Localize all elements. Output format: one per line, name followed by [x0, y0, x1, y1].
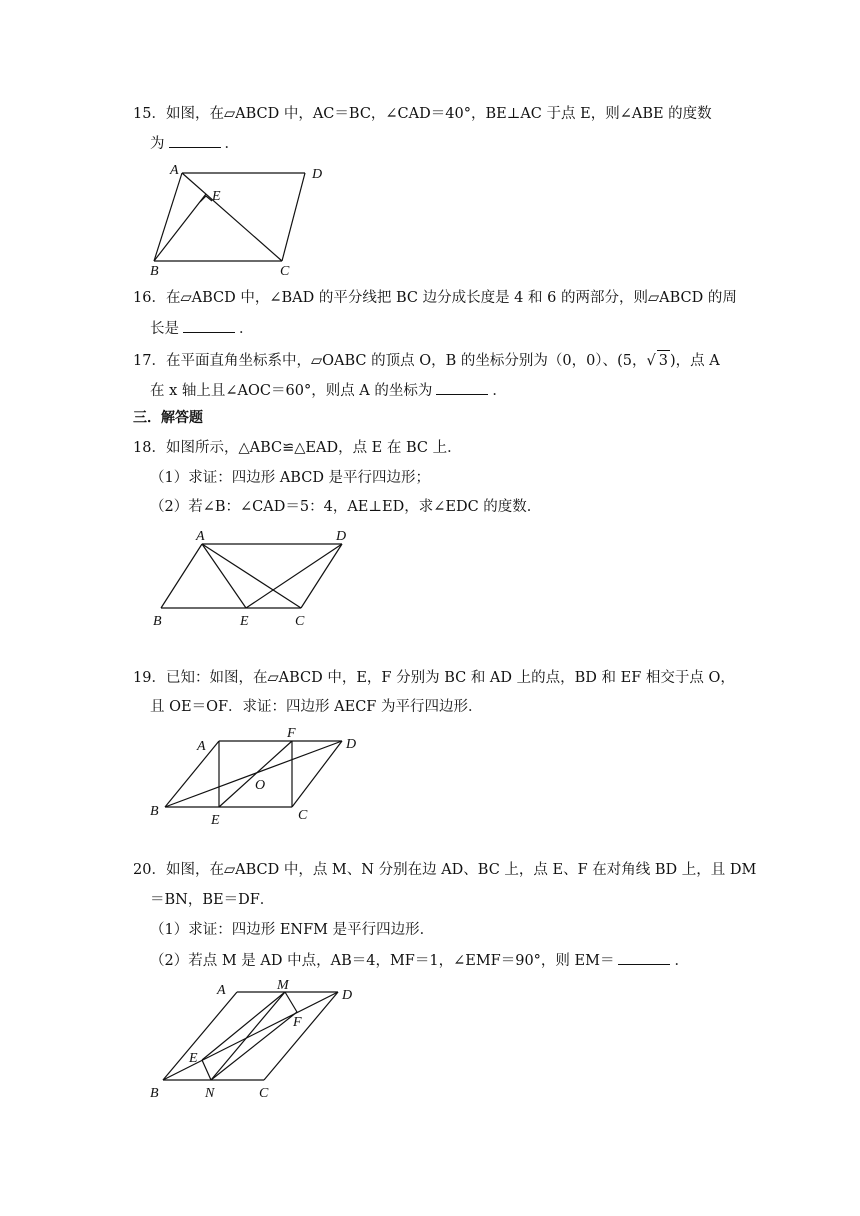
q20-line2: ＝BN，BE＝DF． [150, 892, 275, 908]
q18-label-B: B [153, 614, 162, 629]
q20-line1: 20．如图，在▱ABCD 中，点 M、N 分别在边 AD、BC 上，点 E、F 在对角线 BD 上，且 DM [133, 862, 757, 878]
q17-coord-open: (5， [617, 353, 647, 369]
q15-label-D: D [312, 167, 323, 182]
q17-line1-post: ，点 A [675, 353, 720, 369]
q19-label-C: C [298, 808, 308, 823]
q18-line3: （2）若∠B：∠CAD＝5：4，AE⊥ED，求∠EDC 的度数． [150, 499, 542, 515]
q19-figure [145, 724, 375, 829]
q18-figure [148, 526, 378, 631]
q20-line4-post: ． [674, 953, 689, 969]
q20-answer-blank[interactable] [618, 950, 670, 965]
q16-line1: 16．在▱ABCD 中，∠BAD 的平分线把 BC 边分成长度是 4 和 6 的两部分，则▱ABCD 的周 [133, 290, 737, 306]
q18-label-A: A [196, 529, 205, 544]
q20-label-A: A [217, 983, 226, 998]
q20-label-C: C [259, 1086, 269, 1101]
q17-line2-pre: 在 x 轴上且∠AOC＝60°，则点 A 的坐标为 [150, 383, 433, 399]
q19-label-B: B [150, 804, 159, 819]
q15-line1: 15．如图，在▱ABCD 中，AC＝BC，∠CAD＝40°，BE⊥AC 于点 E，则∠ABE 的度数 [133, 106, 712, 122]
q15-line2-pre: 为 [150, 136, 165, 152]
q15-figure [140, 158, 340, 283]
sqrt-icon: √ [646, 353, 656, 369]
q16-line2-post: ． [239, 321, 254, 337]
q20-line4 [150, 950, 689, 971]
q17-answer-blank[interactable] [436, 380, 488, 395]
q20-line3: （1）求证：四边形 ENFM 是平行四边形． [150, 922, 435, 938]
q18-label-C: C [295, 614, 305, 629]
q16-answer-blank[interactable] [183, 318, 235, 333]
q17-line1-pre: 17．在平面直角坐标系中，▱OABC 的顶点 O，B 的坐标分别为（0，0）、 [133, 353, 618, 369]
q20-label-E: E [189, 1051, 198, 1066]
q20-label-F: F [293, 1015, 302, 1030]
q15-label-E: E [212, 189, 221, 204]
q19-label-A: A [197, 739, 206, 754]
q19-label-D: D [346, 737, 357, 752]
q18-line1: 18．如图所示，△ABC≌△EAD，点 E 在 BC 上． [133, 440, 462, 456]
q16-line2-pre: 长是 [150, 321, 179, 337]
q17-line2-post: ． [492, 383, 507, 399]
q20-line4-pre: （2）若点 M 是 AD 中点，AB＝4，MF＝1，∠EMF＝90°，则 EM＝ [150, 953, 615, 969]
q19-line2: 且 OE＝OF．求证：四边形 AECF 为平行四边形． [150, 699, 483, 715]
q20-label-B: B [150, 1086, 159, 1101]
q19-label-O: O [255, 778, 266, 793]
q18-label-D: D [336, 529, 347, 544]
q17-line1 [133, 350, 720, 371]
q17-coord-close: ) [669, 353, 676, 369]
q17-coord-root: 3 [657, 350, 670, 371]
q15-line2-post: ． [224, 136, 239, 152]
q20-label-D: D [342, 988, 353, 1003]
q18-label-E: E [240, 614, 249, 629]
q20-label-N: N [205, 1086, 215, 1101]
q15-label-C: C [280, 264, 290, 279]
q17-line2 [150, 380, 507, 401]
q15-line2 [150, 133, 239, 154]
q19-line1: 19．已知：如图，在▱ABCD 中，E，F 分别为 BC 和 AD 上的点，BD 和 EF 相交于点 O， [133, 670, 735, 686]
q15-label-A: A [170, 163, 179, 178]
section-heading: 三．解答题 [133, 410, 203, 426]
q15-answer-blank[interactable] [169, 133, 221, 148]
q18-line2: （1）求证：四边形 ABCD 是平行四边形； [150, 470, 431, 486]
q16-line2 [150, 318, 254, 339]
q19-label-F: F [287, 726, 296, 741]
q20-label-M: M [277, 978, 289, 993]
q19-label-E: E [211, 813, 220, 828]
q20-figure [145, 974, 375, 1104]
q15-label-B: B [150, 264, 159, 279]
